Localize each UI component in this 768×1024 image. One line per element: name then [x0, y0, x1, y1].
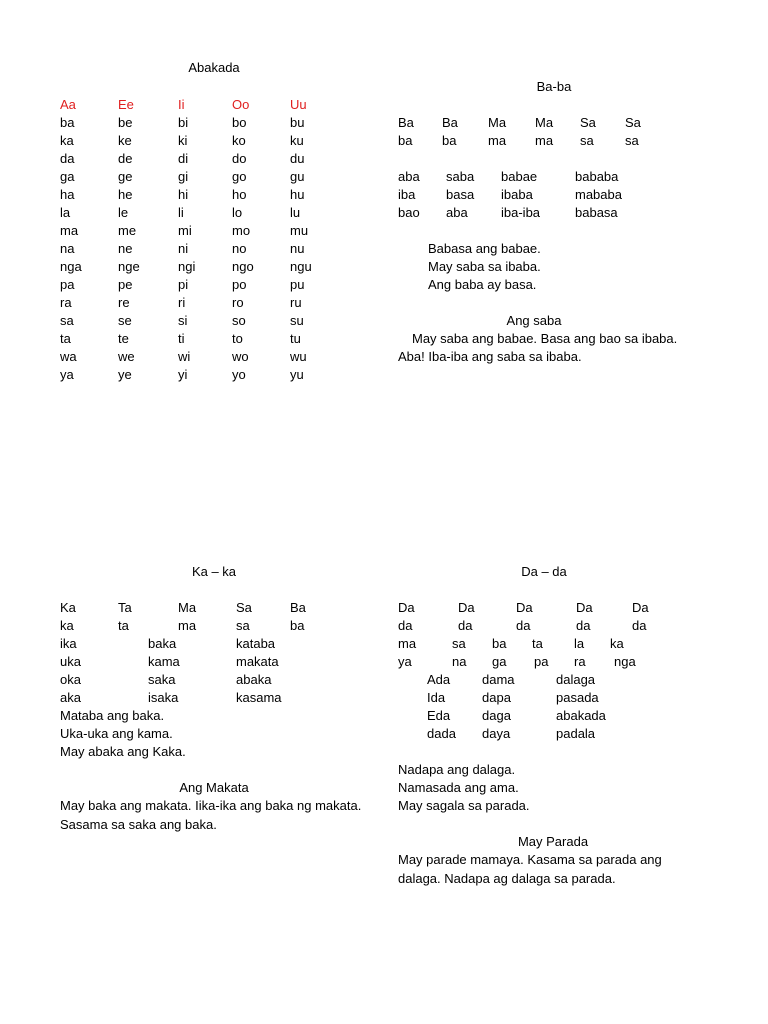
word-cell: dama — [482, 672, 515, 687]
word-cell: uka — [60, 654, 81, 669]
kaka-title: Ka – ka — [191, 564, 237, 579]
syllable-cell: ma — [178, 618, 197, 633]
syllable-cell: gi — [178, 169, 189, 184]
abakada-title: Abakada — [188, 60, 240, 75]
syllable-cell: tu — [290, 331, 301, 346]
syllable-cell: ngi — [178, 259, 196, 274]
syllable-cell: mu — [290, 223, 309, 238]
syllable-cell: sa — [452, 636, 466, 651]
syllable-cell: Ba — [398, 115, 414, 130]
word-cell: oka — [60, 672, 81, 687]
word-cell: aka — [60, 690, 81, 705]
sentence: May abaka ang Kaka. — [60, 744, 186, 759]
syllable-cell: mo — [232, 223, 251, 238]
word-cell: Eda — [427, 708, 451, 723]
dada-story-line: dalaga. Nadapa ag dalaga sa parada. — [398, 871, 616, 886]
kaka-story-line: Sasama sa saka ang baka. — [60, 817, 217, 832]
word-cell: dada — [427, 726, 456, 741]
baba-title: Ba-ba — [536, 79, 572, 94]
word-cell: baka — [148, 636, 177, 651]
syllable-cell: bo — [232, 115, 247, 130]
syllable-cell: ba — [60, 115, 75, 130]
syllable-cell: nu — [290, 241, 305, 256]
syllable-cell: di — [178, 151, 189, 166]
syllable-cell: hu — [290, 187, 305, 202]
syllable-cell: pu — [290, 277, 305, 292]
word-cell: dalaga — [556, 672, 596, 687]
syllable-cell: nga — [60, 259, 82, 274]
syllable-cell: wi — [178, 349, 191, 364]
syllable-cell: la — [574, 636, 585, 651]
vowel-header: Ii — [178, 97, 185, 112]
syllable-cell: da — [576, 618, 591, 633]
syllable-cell: pi — [178, 277, 189, 292]
syllable-cell: Ba — [442, 115, 458, 130]
syllable-cell: Sa — [580, 115, 596, 130]
word-cell: kasama — [236, 690, 282, 705]
syllable-cell: pa — [60, 277, 75, 292]
sentence: May saba sa ibaba. — [428, 259, 541, 274]
dada-story-line: May parade mamaya. Kasama sa parada ang — [398, 852, 662, 867]
syllable-cell: lo — [232, 205, 243, 220]
syllable-cell: ta — [60, 331, 71, 346]
word-cell: kama — [148, 654, 180, 669]
syllable-cell: wo — [232, 349, 249, 364]
word-cell: isaka — [148, 690, 179, 705]
syllable-cell: ma — [60, 223, 79, 238]
sentence: Ang baba ay basa. — [428, 277, 537, 292]
kaka-story-title: Ang Makata — [179, 780, 249, 795]
syllable-cell: sa — [236, 618, 250, 633]
word-cell: bababa — [575, 169, 619, 184]
syllable-cell: yi — [178, 367, 188, 382]
word-cell: mababa — [575, 187, 622, 202]
vowel-header: Uu — [290, 97, 307, 112]
syllable-cell: ri — [178, 295, 186, 310]
syllable-cell: la — [60, 205, 71, 220]
syllable-cell: Ma — [535, 115, 554, 130]
syllable-cell: re — [118, 295, 130, 310]
syllable-cell: ku — [290, 133, 304, 148]
syllable-cell: ni — [178, 241, 189, 256]
syllable-cell: wu — [290, 349, 307, 364]
word-cell: abaka — [236, 672, 272, 687]
syllable-cell: Sa — [625, 115, 641, 130]
kaka-story-line: May baka ang makata. Iika-ika ang baka ng makata. — [60, 798, 362, 813]
dada-story-title: May Parada — [517, 834, 589, 849]
syllable-cell: ma — [488, 133, 507, 148]
word-cell: babasa — [575, 205, 618, 220]
syllable-cell: se — [118, 313, 132, 328]
syllable-cell: sa — [580, 133, 594, 148]
sentence: Nadapa ang dalaga. — [398, 762, 516, 777]
syllable-cell: ba — [442, 133, 457, 148]
syllable-cell: ra — [60, 295, 72, 310]
syllable-cell: do — [232, 151, 247, 166]
syllable-cell: pa — [534, 654, 549, 669]
word-cell: dapa — [482, 690, 511, 705]
syllable-cell: ru — [290, 295, 302, 310]
baba-story-line: May saba ang babae. Basa ang bao sa ibaba. — [412, 331, 678, 346]
syllable-cell: ha — [60, 187, 75, 202]
syllable-cell: lu — [290, 205, 301, 220]
sentence: Namasada ang ama. — [398, 780, 519, 795]
syllable-cell: ra — [574, 654, 586, 669]
syllable-cell: ka — [60, 133, 74, 148]
syllable-cell: ma — [398, 636, 417, 651]
syllable-cell: su — [290, 313, 304, 328]
baba-story-line: Aba! Iba-iba ang saba sa ibaba. — [398, 349, 582, 364]
word-cell: daya — [482, 726, 511, 741]
sentence: Mataba ang baka. — [60, 708, 165, 723]
syllable-cell: da — [398, 618, 413, 633]
syllable-cell: ta — [532, 636, 543, 651]
word-cell: babae — [501, 169, 538, 184]
word-cell: daga — [482, 708, 511, 723]
syllable-cell: bu — [290, 115, 305, 130]
syllable-cell: de — [118, 151, 133, 166]
syllable-cell: mi — [178, 223, 192, 238]
syllable-cell: gu — [290, 169, 305, 184]
syllable-cell: ko — [232, 133, 246, 148]
syllable-cell: no — [232, 241, 247, 256]
syllable-cell: nga — [614, 654, 636, 669]
word-cell: aba — [446, 205, 468, 220]
syllable-cell: du — [290, 151, 305, 166]
syllable-cell: Da — [458, 600, 475, 615]
syllable-cell: na — [452, 654, 467, 669]
syllable-cell: ka — [610, 636, 624, 651]
syllable-cell: ngo — [232, 259, 254, 274]
word-cell: aba — [398, 169, 420, 184]
syllable-cell: ne — [118, 241, 133, 256]
word-cell: abakada — [556, 708, 606, 723]
syllable-cell: te — [118, 331, 129, 346]
syllable-cell: ka — [60, 618, 74, 633]
word-cell: makata — [236, 654, 279, 669]
syllable-cell: ya — [60, 367, 74, 382]
syllable-cell: Ma — [488, 115, 507, 130]
syllable-cell: da — [458, 618, 473, 633]
syllable-cell: ga — [60, 169, 75, 184]
syllable-cell: hi — [178, 187, 189, 202]
syllable-cell: da — [632, 618, 647, 633]
syllable-cell: ba — [290, 618, 305, 633]
syllable-cell: sa — [60, 313, 74, 328]
syllable-cell: ga — [492, 654, 507, 669]
syllable-cell: da — [60, 151, 75, 166]
syllable-cell: ki — [178, 133, 188, 148]
word-cell: saba — [446, 169, 475, 184]
syllable-cell: ngu — [290, 259, 312, 274]
syllable-cell: ya — [398, 654, 412, 669]
syllable-cell: be — [118, 115, 133, 130]
syllable-cell: ta — [118, 618, 129, 633]
syllable-cell: Da — [576, 600, 593, 615]
sentence: May sagala sa parada. — [398, 798, 530, 813]
syllable-cell: yo — [232, 367, 246, 382]
syllable-cell: da — [516, 618, 531, 633]
word-cell: kataba — [236, 636, 276, 651]
syllable-cell: Da — [516, 600, 533, 615]
sentence: Babasa ang babae. — [428, 241, 541, 256]
syllable-cell: ho — [232, 187, 247, 202]
syllable-cell: ba — [492, 636, 507, 651]
syllable-cell: yu — [290, 367, 304, 382]
vowel-header: Oo — [232, 97, 250, 112]
syllable-cell: ma — [535, 133, 554, 148]
syllable-cell: ro — [232, 295, 244, 310]
syllable-cell: ba — [398, 133, 413, 148]
word-cell: saka — [148, 672, 176, 687]
syllable-cell: ti — [178, 331, 185, 346]
baba-story-title: Ang saba — [506, 313, 562, 328]
syllable-cell: he — [118, 187, 133, 202]
syllable-cell: Da — [398, 600, 415, 615]
syllable-cell: Ta — [118, 600, 132, 615]
word-cell: Ada — [427, 672, 451, 687]
syllable-cell: po — [232, 277, 247, 292]
syllable-cell: Ba — [290, 600, 306, 615]
syllable-cell: Ma — [178, 600, 197, 615]
syllable-cell: bi — [178, 115, 189, 130]
syllable-cell: ye — [118, 367, 132, 382]
syllable-cell: ke — [118, 133, 132, 148]
syllable-cell: we — [118, 349, 135, 364]
word-cell: ibaba — [501, 187, 533, 202]
syllable-cell: nge — [118, 259, 140, 274]
syllable-cell: Sa — [236, 600, 252, 615]
syllable-cell: go — [232, 169, 247, 184]
syllable-cell: Ka — [60, 600, 76, 615]
sentence: Uka-uka ang kama. — [60, 726, 173, 741]
word-cell: padala — [556, 726, 596, 741]
syllable-cell: na — [60, 241, 75, 256]
syllable-cell: Da — [632, 600, 649, 615]
word-cell: pasada — [556, 690, 599, 705]
word-cell: basa — [446, 187, 475, 202]
syllable-cell: si — [178, 313, 188, 328]
word-cell: iba-iba — [501, 205, 541, 220]
word-cell: Ida — [427, 690, 446, 705]
syllable-cell: so — [232, 313, 246, 328]
syllable-cell: li — [178, 205, 184, 220]
syllable-cell: me — [118, 223, 137, 238]
syllable-cell: to — [232, 331, 243, 346]
syllable-cell: pe — [118, 277, 133, 292]
dada-title: Da – da — [521, 564, 567, 579]
syllable-cell: le — [118, 205, 129, 220]
word-cell: bao — [398, 205, 420, 220]
vowel-header: Ee — [118, 97, 134, 112]
word-cell: iba — [398, 187, 416, 202]
syllable-cell: sa — [625, 133, 639, 148]
syllable-cell: wa — [60, 349, 77, 364]
vowel-header: Aa — [60, 97, 76, 112]
word-cell: ika — [60, 636, 77, 651]
syllable-cell: ge — [118, 169, 133, 184]
